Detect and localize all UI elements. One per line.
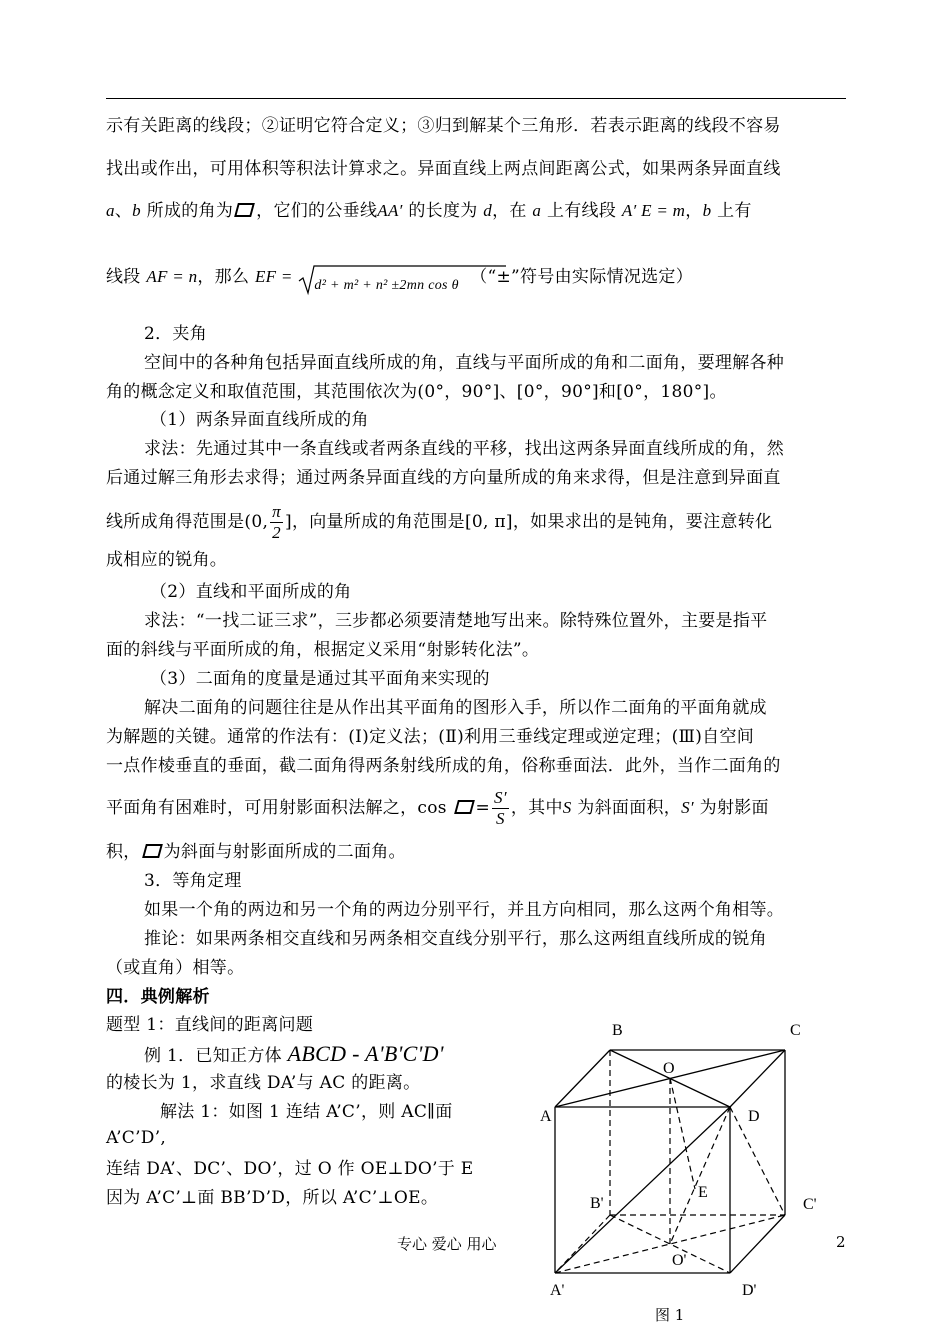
var-d: d <box>483 201 493 220</box>
cube-name: ABCD - A'B'C'D' <box>287 1041 444 1066</box>
text: ，那么 <box>197 267 250 287</box>
text-line: 解法 1：如图 1 连结 A’C’，则 AC∥面 <box>160 1102 453 1122</box>
fraction: $\frac{\pi}{2}$ <box>272 502 281 542</box>
text-line <box>106 498 772 546</box>
label-A: A <box>540 1108 552 1125</box>
var-a: a <box>106 201 115 220</box>
text-line <box>106 257 693 298</box>
var-af: AF = n <box>146 267 198 286</box>
text-line: 求法：“一找二证三求”，三步都必须要清楚地写出来。除特殊位置外，主要是指平 <box>144 611 768 631</box>
text-line: A’C’D’, <box>106 1128 167 1148</box>
text: 为斜面面积， <box>571 798 682 818</box>
text: ，它们的公垂线 <box>256 201 378 221</box>
text-line <box>106 840 406 864</box>
text: 为斜面与射影面所成的二面角。 <box>163 842 406 862</box>
label-B1: B' <box>590 1195 604 1212</box>
text: ，在 <box>492 201 527 221</box>
text-line: 如果一个角的两边和另一个角的两边分别平行，并且方向相同，那么这两个角相等。 <box>144 900 785 920</box>
section-heading: 四．典例解析 <box>106 987 210 1007</box>
var-b: b <box>132 201 141 220</box>
text: 、 <box>114 201 133 221</box>
text: 线段 <box>106 267 141 287</box>
subsection-heading: （3）二面角的度量是通过其平面角来实现的 <box>150 669 490 689</box>
text-line: 一点作棱垂直的垂面，截二面角得两条射线所成的角，俗称垂面法．此外，当作二面角的 <box>106 756 781 776</box>
subsection-heading: （1）两条异面直线所成的角 <box>150 410 369 430</box>
text-line: 的棱长为 1，求直线 DA’与 AC 的距离。 <box>106 1073 421 1093</box>
text-line: 连结 DA’、DC’、DO’，过 O 作 OE⊥DO’于 E <box>106 1159 474 1179</box>
text: 上有 <box>711 201 752 221</box>
theta-symbol-icon <box>454 800 475 814</box>
text-line: 空间中的各种角包括异面直线所成的角，直线与平面所成的角和二面角，要理解各种 <box>144 353 785 373</box>
text: 线所成角得范围是 <box>106 512 245 532</box>
label-C1: C' <box>803 1196 817 1213</box>
text: 平面角有困难时，可用射影面积法解之，cos <box>106 798 447 818</box>
line-DO1 <box>670 1107 730 1244</box>
text-line: 题型 1：直线间的距离问题 <box>106 1015 314 1035</box>
cube-figure <box>530 1015 830 1325</box>
text: ， <box>685 201 703 221</box>
label-B: B <box>612 1022 623 1039</box>
var-aa: AA′ <box>377 201 403 220</box>
fraction: $\frac{S'}{S}$ <box>494 788 507 828</box>
interval: ] <box>285 512 292 532</box>
text: ，其中 <box>510 798 563 818</box>
var-s-prime: S′ <box>681 798 694 817</box>
var-s: S <box>562 798 572 817</box>
text: 例 1．已知正方体 <box>144 1046 282 1066</box>
text-line: 解决二面角的问题往往是从作出其平面角的图形入手，所以作二面角的平面角就成 <box>144 698 767 718</box>
text: 积， <box>106 842 141 862</box>
label-O: O <box>663 1060 675 1077</box>
text: 所成的角为 <box>140 201 234 221</box>
text: = <box>475 798 491 818</box>
theta-symbol-icon <box>234 203 255 217</box>
text-line: 推论：如果两条相交直线和另两条相交直线分别平行，那么这两组直线所成的锐角 <box>144 929 767 949</box>
text-line <box>144 1042 444 1068</box>
section-heading: 2．夹角 <box>144 324 208 344</box>
sqrt-formula <box>298 267 458 298</box>
subsection-heading: （2）直线和平面所成的角 <box>150 582 352 602</box>
edge-CD <box>730 1050 785 1107</box>
var-b: b <box>702 201 712 220</box>
text: 上有线段 <box>541 201 617 221</box>
section-heading: 3．等角定理 <box>144 871 242 891</box>
line-OE <box>670 1078 695 1189</box>
edge-D1C1 <box>730 1215 785 1273</box>
page-number: 2 <box>836 1233 846 1251</box>
label-C: C <box>790 1022 801 1039</box>
label-E: E <box>698 1184 708 1201</box>
var-ef: EF = <box>255 267 293 286</box>
label-A1: A' <box>550 1282 565 1299</box>
text: 为射影面 <box>693 798 769 818</box>
text-line: 后通过解三角形去求得；通过两条异面直线的方向量所成的角来求得，但是注意到异面直 <box>106 468 781 488</box>
sqrt-expression: d² + m² + n² ±2mn cos θ <box>314 278 459 293</box>
radical-icon <box>298 263 508 297</box>
text-line: 成相应的锐角。 <box>106 550 228 570</box>
theta-symbol-icon <box>142 844 163 858</box>
header-rule <box>106 98 846 99</box>
footer-motto: 专心 爱心 用心 <box>397 1235 497 1253</box>
text-line: 角的概念定义和取值范围，其范围依次为(0°，90°]、[0°，90°]和[0°，180°]。 <box>106 382 727 402</box>
label-D1: D' <box>742 1282 757 1299</box>
text: （“±”符号由实际情况选定） <box>470 267 694 287</box>
text: 的长度为 <box>402 201 478 221</box>
text-line: 找出或作出，可用体积等积法计算求之。异面直线上两点间距离公式，如果两条异面直线 <box>106 159 781 179</box>
figure-caption: 图 1 <box>655 1306 685 1324</box>
text-line: 因为 A’C’⊥面 BB’D’D，所以 A’C’⊥OE。 <box>106 1188 439 1208</box>
var-ae: A′ E = m <box>621 201 686 220</box>
text-line: 求法：先通过其中一条直线或者两条直线的平移，找出这两条异面直线所成的角，然 <box>144 439 785 459</box>
text-line: 示有关距离的线段；②证明它符合定义；③归到解某个三角形．若表示距离的线段不容易 <box>106 116 781 136</box>
text-line <box>106 199 752 223</box>
interval: [0, π] <box>464 512 513 532</box>
text-line: （或直角）相等。 <box>106 958 245 978</box>
interval: (0, <box>244 512 269 532</box>
text-line <box>106 784 769 832</box>
text-line: 为解题的关键。通常的作法有：(Ⅰ)定义法；(Ⅱ)利用三垂线定理或逆定理；(Ⅲ)自空间 <box>106 727 755 747</box>
var-a: a <box>532 201 542 220</box>
edge-BA <box>555 1050 610 1107</box>
text-line: 面的斜线与平面所成的角，根据定义采用“射影转化法”。 <box>106 640 540 660</box>
label-D: D <box>748 1108 760 1125</box>
label-O1: O' <box>672 1252 687 1269</box>
text: ，向量所成的角范围是 <box>291 512 465 532</box>
text: ，如果求出的是钝角，要注意转化 <box>512 512 773 532</box>
